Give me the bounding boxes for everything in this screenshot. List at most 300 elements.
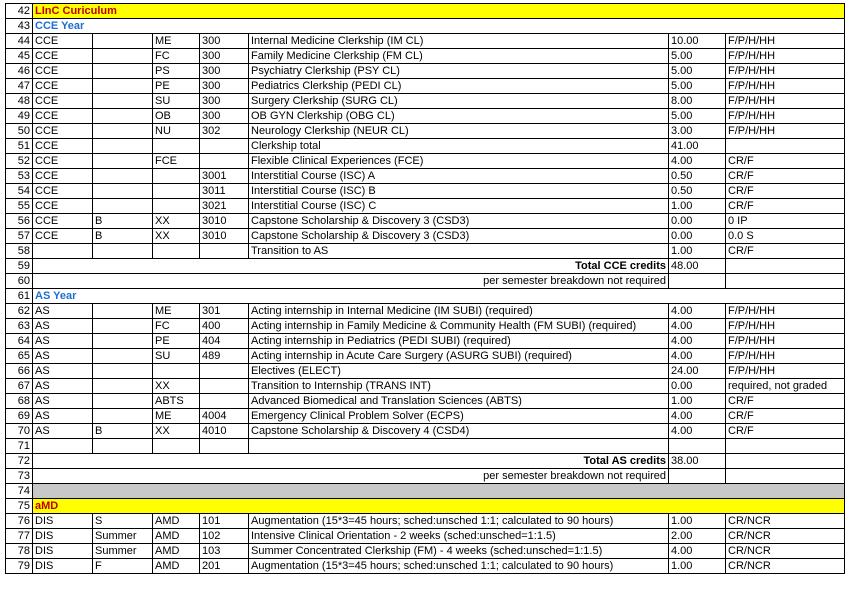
grading-cell[interactable]: CR/F <box>726 169 845 184</box>
dept-cell[interactable]: SU <box>153 94 200 109</box>
cell[interactable] <box>669 274 726 289</box>
division-cell[interactable]: CCE <box>33 109 93 124</box>
course-number-cell[interactable]: 301 <box>200 304 249 319</box>
course-number-cell[interactable] <box>200 154 249 169</box>
dept-cell[interactable] <box>153 439 200 454</box>
dept-cell[interactable]: ME <box>153 34 200 49</box>
division-cell[interactable]: AS <box>33 349 93 364</box>
grading-cell[interactable]: CR/NCR <box>726 544 845 559</box>
grading-cell[interactable]: F/P/H/HH <box>726 64 845 79</box>
dept-cell[interactable] <box>153 184 200 199</box>
course-number-cell[interactable]: 489 <box>200 349 249 364</box>
course-number-cell[interactable]: 300 <box>200 79 249 94</box>
term-cell[interactable] <box>93 199 153 214</box>
row-number: 79 <box>6 559 33 574</box>
credits-cell[interactable]: 1.00 <box>669 394 726 409</box>
dept-cell[interactable]: FCE <box>153 154 200 169</box>
dept-cell[interactable]: SU <box>153 349 200 364</box>
row-number: 72 <box>6 454 33 469</box>
amd-rows <box>6 514 845 574</box>
table-row <box>6 349 845 364</box>
course-number-cell[interactable]: 4004 <box>200 409 249 424</box>
course-title-cell[interactable]: Augmentation (15*3=45 hours; sched:unsched 1:1; calculated to 90 hours) <box>249 514 669 529</box>
dept-cell[interactable]: XX <box>153 229 200 244</box>
cce-note[interactable]: per semester breakdown not required <box>33 274 669 289</box>
as-rows <box>6 304 845 454</box>
course-number-cell[interactable] <box>200 139 249 154</box>
row-number: 74 <box>6 484 33 499</box>
course-number-cell[interactable]: 300 <box>200 49 249 64</box>
course-title-cell[interactable]: Transition to Internship (TRANS INT) <box>249 379 669 394</box>
row-number: 48 <box>6 94 33 109</box>
dept-cell[interactable]: PE <box>153 79 200 94</box>
dept-cell[interactable]: XX <box>153 214 200 229</box>
row-number: 70 <box>6 424 33 439</box>
row-number: 59 <box>6 259 33 274</box>
table-row <box>6 34 845 49</box>
total-cce-value[interactable]: 48.00 <box>669 259 726 274</box>
course-number-cell[interactable]: 302 <box>200 124 249 139</box>
term-cell[interactable] <box>93 334 153 349</box>
term-cell[interactable] <box>93 394 153 409</box>
course-number-cell[interactable] <box>200 394 249 409</box>
course-number-cell[interactable] <box>200 364 249 379</box>
credits-cell[interactable]: 2.00 <box>669 529 726 544</box>
section-title-linc[interactable]: LInC Curiculum <box>33 4 845 19</box>
title-row <box>6 4 845 19</box>
term-cell[interactable] <box>93 184 153 199</box>
division-cell[interactable] <box>33 244 93 259</box>
division-cell[interactable]: CCE <box>33 124 93 139</box>
course-number-cell[interactable]: 3010 <box>200 214 249 229</box>
grading-cell[interactable]: 0 IP <box>726 214 845 229</box>
course-title-cell[interactable]: OB GYN Clerkship (OBG CL) <box>249 109 669 124</box>
course-title-cell[interactable]: Acting internship in Pediatrics (PEDI SUBI) (required) <box>249 334 669 349</box>
credits-cell[interactable]: 10.00 <box>669 34 726 49</box>
grading-cell[interactable]: F/P/H/HH <box>726 124 845 139</box>
division-cell[interactable]: CCE <box>33 169 93 184</box>
table-row <box>6 244 845 259</box>
course-title-cell[interactable]: Psychiatry Clerkship (PSY CL) <box>249 64 669 79</box>
division-cell[interactable]: DIS <box>33 544 93 559</box>
credits-cell[interactable]: 4.00 <box>669 154 726 169</box>
row-number: 42 <box>6 4 33 19</box>
course-title-cell[interactable]: Clerkship total <box>249 139 669 154</box>
grading-cell[interactable]: CR/F <box>726 409 845 424</box>
grading-cell[interactable]: F/P/H/HH <box>726 94 845 109</box>
term-cell[interactable] <box>93 64 153 79</box>
row-number: 45 <box>6 49 33 64</box>
row-number: 68 <box>6 394 33 409</box>
course-title-cell[interactable]: Acting internship in Acute Care Surgery (ASURG SUBI) (required) <box>249 349 669 364</box>
credits-cell[interactable]: 4.00 <box>669 319 726 334</box>
grading-cell[interactable]: CR/F <box>726 424 845 439</box>
term-cell[interactable] <box>93 319 153 334</box>
course-number-cell[interactable]: 201 <box>200 559 249 574</box>
course-title-cell[interactable]: Acting internship in Internal Medicine (IM SUBI) (required) <box>249 304 669 319</box>
division-cell[interactable]: CCE <box>33 214 93 229</box>
row-number: 61 <box>6 289 33 304</box>
table-row <box>6 319 845 334</box>
division-cell[interactable]: AS <box>33 364 93 379</box>
dept-cell[interactable]: FC <box>153 49 200 64</box>
course-title-cell[interactable]: Capstone Scholarship & Discovery 3 (CSD3) <box>249 214 669 229</box>
division-cell[interactable]: AS <box>33 334 93 349</box>
term-cell[interactable] <box>93 244 153 259</box>
course-title-cell[interactable]: Capstone Scholarship & Discovery 4 (CSD4) <box>249 424 669 439</box>
row-number: 64 <box>6 334 33 349</box>
course-title-cell[interactable]: Intensive Clinical Orientation - 2 weeks (sched:unsched=1:1.5) <box>249 529 669 544</box>
grading-cell[interactable]: required, not graded <box>726 379 845 394</box>
term-cell[interactable]: B <box>93 424 153 439</box>
course-title-cell[interactable]: Flexible Clinical Experiences (FCE) <box>249 154 669 169</box>
cce-total-row <box>6 259 845 274</box>
course-title-cell[interactable]: Interstitial Course (ISC) B <box>249 184 669 199</box>
dept-cell[interactable]: PS <box>153 64 200 79</box>
division-cell[interactable]: AS <box>33 304 93 319</box>
course-title-cell[interactable]: Advanced Biomedical and Translation Sciences (ABTS) <box>249 394 669 409</box>
course-title-cell[interactable]: Augmentation (15*3=45 hours; sched:unsched 1:1; calculated to 90 hours) <box>249 559 669 574</box>
division-cell[interactable]: CCE <box>33 49 93 64</box>
table-row <box>6 229 845 244</box>
credits-cell[interactable] <box>669 439 726 454</box>
cce-footer <box>6 259 845 304</box>
term-cell[interactable] <box>93 349 153 364</box>
grading-cell[interactable]: CR/NCR <box>726 514 845 529</box>
dept-cell[interactable] <box>153 139 200 154</box>
dept-cell[interactable]: AMD <box>153 529 200 544</box>
table-row <box>6 49 845 64</box>
term-cell[interactable]: S <box>93 514 153 529</box>
dept-cell[interactable]: ME <box>153 304 200 319</box>
credits-cell[interactable]: 1.00 <box>669 514 726 529</box>
row-number: 58 <box>6 244 33 259</box>
course-title-cell[interactable]: Summer Concentrated Clerkship (FM) - 4 weeks (sched:unsched=1:1.5) <box>249 544 669 559</box>
table-row <box>6 334 845 349</box>
course-title-cell[interactable] <box>249 439 669 454</box>
division-cell[interactable]: AS <box>33 394 93 409</box>
grading-cell[interactable]: F/P/H/HH <box>726 304 845 319</box>
dept-cell[interactable]: AMD <box>153 514 200 529</box>
as-header-row <box>6 289 845 304</box>
course-number-cell[interactable]: 103 <box>200 544 249 559</box>
cell[interactable] <box>726 274 845 289</box>
grading-cell[interactable]: F/P/H/HH <box>726 334 845 349</box>
cce-rows <box>6 34 845 259</box>
term-cell[interactable] <box>93 439 153 454</box>
table-row <box>6 169 845 184</box>
division-cell[interactable]: AS <box>33 379 93 394</box>
division-cell[interactable]: DIS <box>33 529 93 544</box>
term-cell[interactable] <box>93 379 153 394</box>
course-number-cell[interactable] <box>200 244 249 259</box>
total-as-label[interactable]: Total AS credits <box>33 454 669 469</box>
row-number: 77 <box>6 529 33 544</box>
course-title-cell[interactable]: Electives (ELECT) <box>249 364 669 379</box>
row-number: 46 <box>6 64 33 79</box>
course-number-cell[interactable]: 404 <box>200 334 249 349</box>
grading-cell[interactable]: CR/NCR <box>726 559 845 574</box>
table-row <box>6 424 845 439</box>
division-cell[interactable]: CCE <box>33 199 93 214</box>
as-note[interactable]: per semester breakdown not required <box>33 469 669 484</box>
grading-cell[interactable]: CR/F <box>726 184 845 199</box>
row-number: 50 <box>6 124 33 139</box>
table-row <box>6 439 845 454</box>
dept-cell[interactable]: NU <box>153 124 200 139</box>
total-cce-label[interactable]: Total CCE credits <box>33 259 669 274</box>
row-number: 47 <box>6 79 33 94</box>
dept-cell[interactable]: XX <box>153 424 200 439</box>
term-cell[interactable] <box>93 364 153 379</box>
grading-cell[interactable]: F/P/H/HH <box>726 349 845 364</box>
course-number-cell[interactable]: 101 <box>200 514 249 529</box>
grading-cell[interactable]: F/P/H/HH <box>726 109 845 124</box>
cce-header-row <box>6 19 845 34</box>
course-title-cell[interactable]: Pediatrics Clerkship (PEDI CL) <box>249 79 669 94</box>
term-cell[interactable] <box>93 304 153 319</box>
course-number-cell[interactable]: 3021 <box>200 199 249 214</box>
grading-cell[interactable]: F/P/H/HH <box>726 319 845 334</box>
term-cell[interactable] <box>93 49 153 64</box>
row-number: 76 <box>6 514 33 529</box>
sheet-body <box>6 4 845 34</box>
table-row <box>6 184 845 199</box>
grading-cell[interactable]: F/P/H/HH <box>726 79 845 94</box>
dept-cell[interactable]: XX <box>153 379 200 394</box>
as-note-row <box>6 469 845 484</box>
dept-cell[interactable]: OB <box>153 109 200 124</box>
course-title-cell[interactable]: Family Medicine Clerkship (FM CL) <box>249 49 669 64</box>
division-cell[interactable]: CCE <box>33 139 93 154</box>
term-cell[interactable] <box>93 34 153 49</box>
cell[interactable] <box>726 454 845 469</box>
table-row <box>6 409 845 424</box>
row-number: 60 <box>6 274 33 289</box>
dept-cell[interactable]: ABTS <box>153 394 200 409</box>
row-number: 43 <box>6 19 33 34</box>
term-cell[interactable]: Summer <box>93 544 153 559</box>
credits-cell[interactable]: 1.00 <box>669 199 726 214</box>
grading-cell[interactable]: CR/NCR <box>726 529 845 544</box>
term-cell[interactable] <box>93 169 153 184</box>
term-cell[interactable]: B <box>93 229 153 244</box>
row-number: 73 <box>6 469 33 484</box>
credits-cell[interactable]: 5.00 <box>669 64 726 79</box>
table-row <box>6 304 845 319</box>
term-cell[interactable] <box>93 109 153 124</box>
table-row <box>6 394 845 409</box>
credits-cell[interactable]: 0.50 <box>669 169 726 184</box>
course-number-cell[interactable]: 300 <box>200 64 249 79</box>
credits-cell[interactable]: 1.00 <box>669 244 726 259</box>
grading-cell[interactable] <box>726 439 845 454</box>
division-cell[interactable]: CCE <box>33 34 93 49</box>
grading-cell[interactable]: F/P/H/HH <box>726 49 845 64</box>
spreadsheet-grid <box>5 3 845 574</box>
as-footer <box>6 454 845 514</box>
row-number: 56 <box>6 214 33 229</box>
term-cell[interactable]: Summer <box>93 529 153 544</box>
grading-cell[interactable]: CR/F <box>726 394 845 409</box>
cell[interactable] <box>669 469 726 484</box>
credits-cell[interactable]: 0.50 <box>669 184 726 199</box>
credits-cell[interactable]: 0.00 <box>669 229 726 244</box>
table-row <box>6 154 845 169</box>
term-cell[interactable] <box>93 154 153 169</box>
term-cell[interactable] <box>93 79 153 94</box>
dept-cell[interactable] <box>153 199 200 214</box>
course-title-cell[interactable]: Transition to AS <box>249 244 669 259</box>
division-cell[interactable]: CCE <box>33 64 93 79</box>
credits-cell[interactable]: 4.00 <box>669 349 726 364</box>
row-number: 49 <box>6 109 33 124</box>
grading-cell[interactable]: CR/F <box>726 199 845 214</box>
row-number: 52 <box>6 154 33 169</box>
division-cell[interactable]: DIS <box>33 559 93 574</box>
dept-cell[interactable] <box>153 169 200 184</box>
grading-cell[interactable]: 0.0 S <box>726 229 845 244</box>
total-as-value[interactable]: 38.00 <box>669 454 726 469</box>
separator-cell[interactable] <box>33 484 845 499</box>
course-number-cell[interactable]: 102 <box>200 529 249 544</box>
course-number-cell[interactable]: 3011 <box>200 184 249 199</box>
as-total-row <box>6 454 845 469</box>
course-title-cell[interactable]: Interstitial Course (ISC) C <box>249 199 669 214</box>
row-number: 44 <box>6 34 33 49</box>
cell[interactable] <box>726 469 845 484</box>
row-number: 63 <box>6 319 33 334</box>
division-cell[interactable]: CCE <box>33 154 93 169</box>
credits-cell[interactable]: 5.00 <box>669 109 726 124</box>
term-cell[interactable] <box>93 94 153 109</box>
table-row <box>6 199 845 214</box>
course-title-cell[interactable]: Internal Medicine Clerkship (IM CL) <box>249 34 669 49</box>
division-cell[interactable]: CCE <box>33 79 93 94</box>
credits-cell[interactable]: 8.00 <box>669 94 726 109</box>
dept-cell[interactable] <box>153 244 200 259</box>
credits-cell[interactable]: 24.00 <box>669 364 726 379</box>
division-cell[interactable]: AS <box>33 319 93 334</box>
row-number: 51 <box>6 139 33 154</box>
table-row <box>6 139 845 154</box>
course-title-cell[interactable]: Acting internship in Family Medicine & Community Health (FM SUBI) (required) <box>249 319 669 334</box>
amd-header-row <box>6 499 845 514</box>
table-row <box>6 379 845 394</box>
term-cell[interactable] <box>93 124 153 139</box>
row-number: 78 <box>6 544 33 559</box>
division-cell[interactable]: AS <box>33 424 93 439</box>
table-row <box>6 514 845 529</box>
term-cell[interactable] <box>93 139 153 154</box>
cell[interactable] <box>726 259 845 274</box>
division-cell[interactable]: CCE <box>33 94 93 109</box>
course-number-cell[interactable]: 400 <box>200 319 249 334</box>
term-cell[interactable]: B <box>93 214 153 229</box>
row-number: 62 <box>6 304 33 319</box>
credits-cell[interactable]: 4.00 <box>669 424 726 439</box>
row-number: 55 <box>6 199 33 214</box>
course-title-cell[interactable]: Neurology Clerkship (NEUR CL) <box>249 124 669 139</box>
course-number-cell[interactable] <box>200 439 249 454</box>
cce-note-row <box>6 274 845 289</box>
dept-cell[interactable]: FC <box>153 319 200 334</box>
dept-cell[interactable] <box>153 364 200 379</box>
grading-cell[interactable]: CR/F <box>726 244 845 259</box>
course-number-cell[interactable] <box>200 379 249 394</box>
row-number: 57 <box>6 229 33 244</box>
credits-cell[interactable]: 4.00 <box>669 334 726 349</box>
credits-cell[interactable]: 4.00 <box>669 409 726 424</box>
table-row <box>6 364 845 379</box>
division-cell[interactable]: AS <box>33 409 93 424</box>
course-number-cell[interactable]: 300 <box>200 34 249 49</box>
course-number-cell[interactable]: 4010 <box>200 424 249 439</box>
credits-cell[interactable]: 3.00 <box>669 124 726 139</box>
section-header-cce[interactable]: CCE Year <box>33 19 845 34</box>
table-row <box>6 214 845 229</box>
row-number: 71 <box>6 439 33 454</box>
separator-row <box>6 484 845 499</box>
credits-cell[interactable]: 5.00 <box>669 79 726 94</box>
course-title-cell[interactable]: Emergency Clinical Problem Solver (ECPS) <box>249 409 669 424</box>
credits-cell[interactable]: 1.00 <box>669 559 726 574</box>
division-cell[interactable]: CCE <box>33 229 93 244</box>
dept-cell[interactable]: AMD <box>153 559 200 574</box>
dept-cell[interactable]: PE <box>153 334 200 349</box>
course-title-cell[interactable]: Capstone Scholarship & Discovery 3 (CSD3) <box>249 229 669 244</box>
course-number-cell[interactable]: 300 <box>200 109 249 124</box>
row-number: 75 <box>6 499 33 514</box>
dept-cell[interactable]: AMD <box>153 544 200 559</box>
credits-cell[interactable]: 0.00 <box>669 214 726 229</box>
row-number: 66 <box>6 364 33 379</box>
term-cell[interactable] <box>93 409 153 424</box>
credits-cell[interactable]: 5.00 <box>669 49 726 64</box>
credits-cell[interactable]: 0.00 <box>669 379 726 394</box>
table-row <box>6 559 845 574</box>
course-title-cell[interactable]: Surgery Clerkship (SURG CL) <box>249 94 669 109</box>
division-cell[interactable]: DIS <box>33 514 93 529</box>
dept-cell[interactable]: ME <box>153 409 200 424</box>
credits-cell[interactable]: 4.00 <box>669 544 726 559</box>
grading-cell[interactable] <box>726 139 845 154</box>
row-number: 67 <box>6 379 33 394</box>
table-row <box>6 79 845 94</box>
section-header-amd[interactable]: aMD <box>33 499 845 514</box>
division-cell[interactable] <box>33 439 93 454</box>
section-header-as[interactable]: AS Year <box>33 289 845 304</box>
course-number-cell[interactable]: 3001 <box>200 169 249 184</box>
grading-cell[interactable]: F/P/H/HH <box>726 34 845 49</box>
table-row <box>6 124 845 139</box>
grading-cell[interactable]: F/P/H/HH <box>726 364 845 379</box>
table-row <box>6 64 845 79</box>
term-cell[interactable]: F <box>93 559 153 574</box>
course-number-cell[interactable]: 300 <box>200 94 249 109</box>
credits-cell[interactable]: 4.00 <box>669 304 726 319</box>
row-number: 65 <box>6 349 33 364</box>
division-cell[interactable]: CCE <box>33 184 93 199</box>
credits-cell[interactable]: 41.00 <box>669 139 726 154</box>
row-number: 54 <box>6 184 33 199</box>
table-row <box>6 544 845 559</box>
row-number: 69 <box>6 409 33 424</box>
table-row <box>6 529 845 544</box>
grading-cell[interactable]: CR/F <box>726 154 845 169</box>
course-number-cell[interactable]: 3010 <box>200 229 249 244</box>
course-title-cell[interactable]: Interstitial Course (ISC) A <box>249 169 669 184</box>
